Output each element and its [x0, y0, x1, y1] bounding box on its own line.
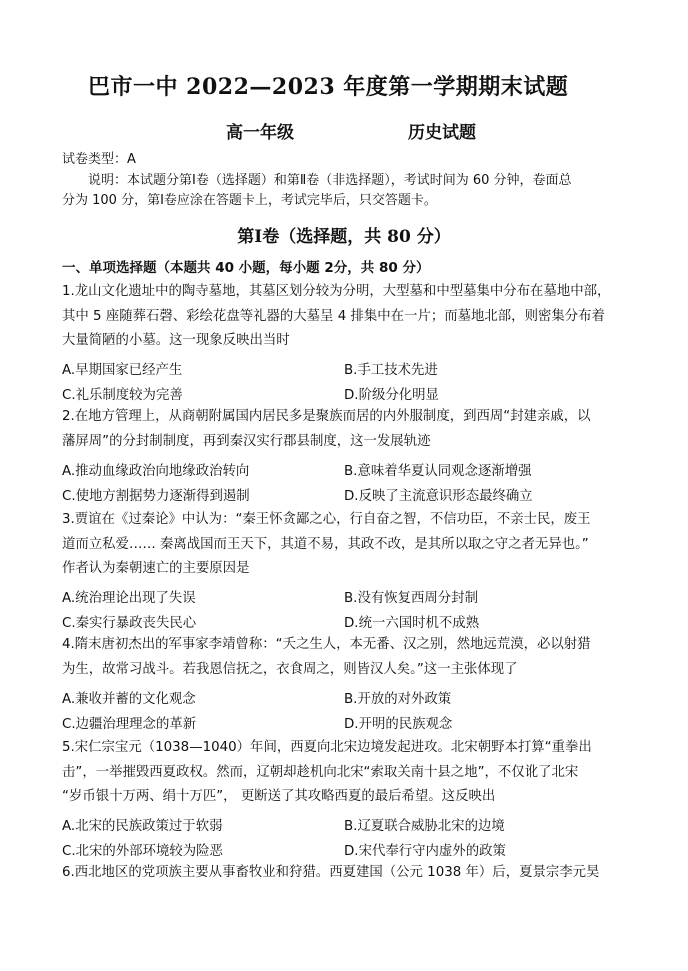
option-a: A.兼收并蓄的文化观念 [62, 692, 196, 707]
question-3 [62, 508, 628, 582]
question-line: 击”，一举摧毁西夏政权。然而，辽朝却趁机向北宋“索取关南十县之地”，不仅讹了北宋 [62, 764, 579, 780]
question-line: 1.龙山文化遗址中的陶寺墓地，其墓区划分较为分明，大型墓和中型墓集中分布在墓地中部， [62, 284, 611, 299]
question-5 [62, 736, 628, 810]
question-line: 为生，故常习战斗。若我恩信抚之，衣食周之，则皆汉人矣。”这一主张体现了 [62, 661, 518, 677]
question-line: 2.在地方管理上，从商朝附属国内居民多是聚族而居的内外服制度，到西周“封建亲戚，以 [62, 409, 591, 424]
option-b: B.开放的对外政策 [344, 692, 452, 707]
question-line: 作者认为秦朝速亡的主要原因是 [62, 561, 250, 576]
option-d: D.反映了主流意识形态最终确立 [344, 489, 533, 504]
question-6 [62, 861, 628, 886]
question-line: 5.宋仁宗宝元（1038—1040）年间，西夏向北宋边境发起进攻。北宋朝野本打算“重拳出 [62, 740, 592, 755]
option-b: B.意味着华夏认同观念逐渐增强 [344, 464, 532, 479]
option-a: A.统治理论出现了失误 [62, 591, 196, 606]
question-line: 4.隋末唐初杰出的军事家李靖曾称：“夭之生人，本无番、汉之别，然地远荒漠，必以射猎 [62, 637, 591, 652]
exam-title: 巴市一中 2022—2023 年度第一学期期末试题 [88, 74, 569, 100]
instructions-line-1: 说明：本试题分第Ⅰ卷（选择题）和第Ⅱ卷（非选择题），考试时间为 60 分钟，卷面总 [88, 173, 572, 188]
instructions-line-2: 分为 100 分，第Ⅰ卷应涂在答题卡上，考试完毕后，只交答题卡。 [62, 193, 437, 208]
question-line: 6.西北地区的党项族主要从事畜牧业和狩猎。西夏建国（公元 1038 年）后，夏景宗李元昊 [62, 865, 600, 880]
part-heading: 一、单项选择题（本题共 40 小题，每小题 2分，共 80 分） [62, 260, 430, 276]
option-d: D.宋代奉行守内虚外的政策 [344, 844, 506, 859]
grade-label: 高一年级 [226, 123, 294, 143]
option-a: A.北宋的民族政策过于软弱 [62, 819, 223, 834]
option-c: C.使地方割据势力逐渐得到遏制 [62, 489, 250, 504]
question-line: 3.贾谊在《过秦论》中认为：“秦王怀贪鄙之心，行自奋之智，不信功臣，不亲士民，废王 [62, 512, 591, 527]
option-a: A.早期国家已经产生 [62, 363, 183, 378]
option-c: C.礼乐制度较为完善 [62, 388, 183, 403]
question-4 [62, 633, 628, 682]
option-c: C.北宋的外部环境较为险恶 [62, 844, 223, 859]
question-line: “岁币银十万两、绢十万匹”， 更断送了其攻略西夏的最后希望。这反映出 [62, 789, 496, 804]
option-d: D.开明的民族观念 [344, 717, 453, 732]
question-line: 其中 5 座随葬石磬、彩绘花盘等礼器的大墓呈 4 排集中在一片；而墓地北部，则密集分布着 [62, 308, 605, 324]
paper-type: 试卷类型：A [62, 152, 136, 167]
subject-label: 历史试题 [408, 123, 476, 143]
question-1 [62, 280, 628, 354]
section-title: 第Ⅰ卷（选择题，共 80 分） [237, 227, 451, 247]
option-b: B.辽夏联合威胁北宋的边境 [344, 819, 505, 834]
option-a: A.推动血缘政治向地缘政治转向 [62, 464, 250, 479]
option-b: B.没有恢复西周分封制 [344, 591, 478, 606]
option-c: C.边疆治理理念的革新 [62, 717, 197, 732]
option-b: B.手工技术先进 [344, 363, 438, 378]
question-line: 藩屏周”的分封制制度，再到秦汉实行郡县制度，这一发展轨迹 [62, 433, 431, 449]
question-line: 道而立私爱…… 秦离战国而王天下，其道不易，其政不改，是其所以取之守之者无异也。” [62, 536, 589, 552]
option-d: D.阶级分化明显 [344, 388, 439, 403]
question-line: 大量简陋的小墓。这一现象反映出当时 [62, 333, 290, 348]
question-2 [62, 405, 628, 454]
option-c: C.秦实行暴政丧失民心 [62, 616, 197, 631]
option-d: D.统一六国时机不成熟 [344, 616, 480, 631]
